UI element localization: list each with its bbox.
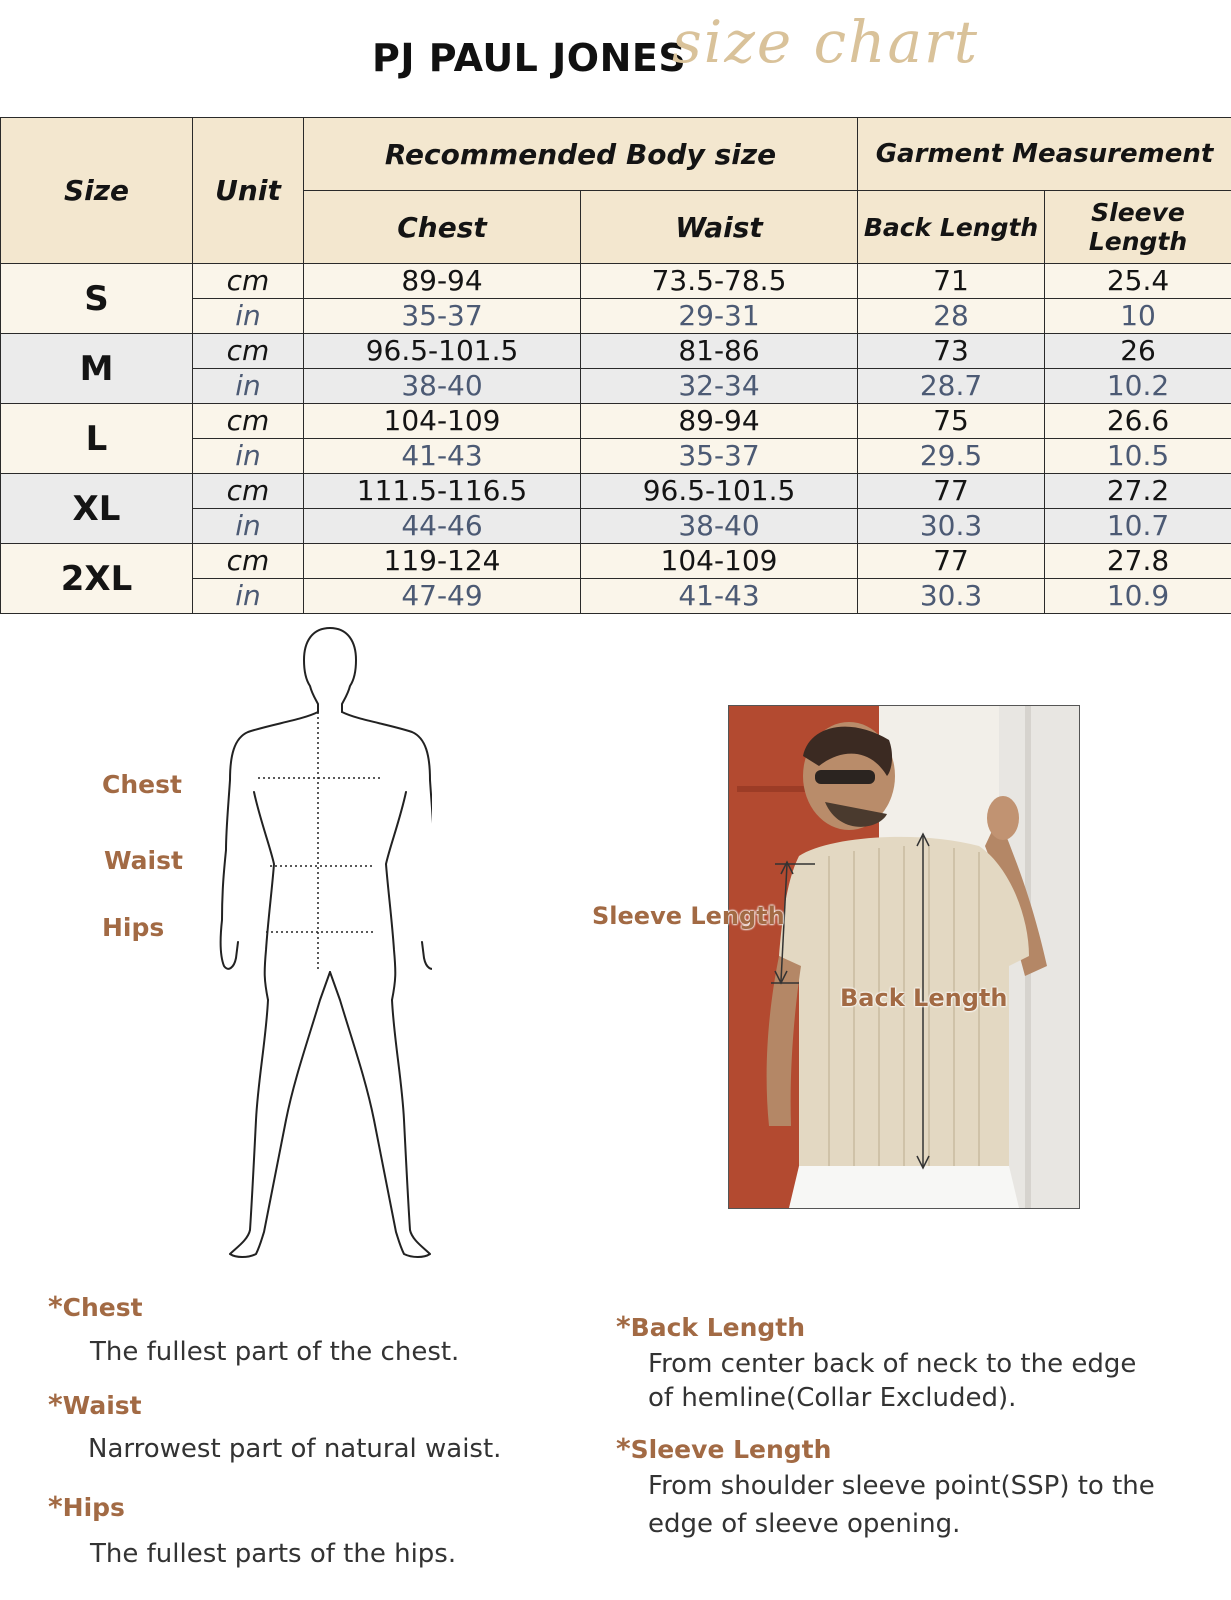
chest-cell: 104-109 [304, 404, 581, 439]
back-length-cell: 30.3 [858, 579, 1045, 614]
sleeve-length-cell: 26.6 [1045, 404, 1231, 439]
model-photo [728, 705, 1080, 1209]
unit-cell: cm [193, 264, 304, 299]
figure-label-hips: Hips [102, 913, 165, 942]
size-group-l [1, 404, 1231, 474]
back-length-cell: 77 [858, 474, 1045, 509]
waist-cell: 104-109 [581, 544, 858, 579]
size-label: S [1, 264, 193, 334]
back-length-cell: 75 [858, 404, 1045, 439]
chest-cell: 38-40 [304, 369, 581, 404]
waist-cell: 41-43 [581, 579, 858, 614]
header-unit: Unit [193, 118, 304, 264]
waist-cell: 29-31 [581, 299, 858, 334]
waist-cell: 35-37 [581, 439, 858, 474]
size-group-s [1, 264, 1231, 334]
header-back-length: Back Length [858, 191, 1045, 264]
back-length-cell: 73 [858, 334, 1045, 369]
table-row [1, 474, 1231, 509]
header [0, 0, 1231, 118]
chest-cell: 96.5-101.5 [304, 334, 581, 369]
asterisk-icon: * [616, 1432, 631, 1465]
size-label: XL [1, 474, 193, 544]
back-length-cell: 30.3 [858, 509, 1045, 544]
asterisk-icon: * [48, 1490, 63, 1523]
back-length-cell: 77 [858, 544, 1045, 579]
note-sleeve-length-line1: From shoulder sleeve point(SSP) to the [648, 1471, 1155, 1501]
figure-label-chest: Chest [102, 770, 182, 799]
back-length-cell: 29.5 [858, 439, 1045, 474]
asterisk-icon: * [48, 1290, 63, 1323]
waist-cell: 73.5-78.5 [581, 264, 858, 299]
sleeve-length-cell: 26 [1045, 334, 1231, 369]
sleeve-length-cell: 27.2 [1045, 474, 1231, 509]
note-chest-title-text: Chest [62, 1293, 143, 1322]
size-group-xl [1, 474, 1231, 544]
back-length-cell: 28 [858, 299, 1045, 334]
unit-cell: in [193, 579, 304, 614]
note-hips-title-text: Hips [62, 1493, 125, 1522]
unit-cell: cm [193, 474, 304, 509]
header-recommended-body-size: Recommended Body size [304, 118, 858, 191]
chest-cell: 119-124 [304, 544, 581, 579]
table-row [1, 404, 1231, 439]
waist-cell: 81-86 [581, 334, 858, 369]
asterisk-icon: * [616, 1310, 631, 1343]
sleeve-length-photo-label: Sleeve Length [592, 902, 785, 930]
note-waist-title [48, 1388, 142, 1421]
table-row [1, 334, 1231, 369]
chest-cell: 47-49 [304, 579, 581, 614]
unit-cell: in [193, 369, 304, 404]
waist-cell: 89-94 [581, 404, 858, 439]
unit-cell: cm [193, 404, 304, 439]
sleeve-length-cell: 27.8 [1045, 544, 1231, 579]
note-back-length-line2: of hemline(Collar Excluded). [648, 1383, 1017, 1413]
sleeve-length-cell: 25.4 [1045, 264, 1231, 299]
sleeve-length-cell: 10 [1045, 299, 1231, 334]
size-label: L [1, 404, 193, 474]
unit-cell: cm [193, 544, 304, 579]
size-table [0, 117, 1231, 614]
brand-title: PJ PAUL JONES [372, 36, 687, 80]
note-sleeve-length-title [616, 1432, 831, 1465]
table-row [1, 264, 1231, 299]
waist-cell: 32-34 [581, 369, 858, 404]
note-back-length-title-text: Back Length [630, 1313, 806, 1342]
header-garment-measurement: Garment Measurement [858, 118, 1231, 191]
back-length-photo-label: Back Length [840, 984, 1008, 1012]
chest-cell: 44-46 [304, 509, 581, 544]
chest-cell: 35-37 [304, 299, 581, 334]
header-sleeve-length: Sleeve Length [1045, 191, 1231, 264]
body-outline-figure [212, 620, 432, 1265]
unit-cell: in [193, 299, 304, 334]
figure-label-waist: Waist [104, 846, 183, 875]
sleeve-length-cell: 10.5 [1045, 439, 1231, 474]
note-chest-title [48, 1290, 143, 1323]
size-chart-script-title: size chart [672, 8, 980, 76]
asterisk-icon: * [48, 1388, 63, 1421]
waist-cell: 38-40 [581, 509, 858, 544]
waist-cell: 96.5-101.5 [581, 474, 858, 509]
header-waist: Waist [581, 191, 858, 264]
note-sleeve-length-title-text: Sleeve Length [630, 1435, 832, 1464]
note-waist-title-text: Waist [62, 1391, 142, 1420]
size-group-2xl [1, 544, 1231, 614]
note-back-length-title [616, 1310, 805, 1343]
unit-cell: in [193, 509, 304, 544]
note-back-length-line1: From center back of neck to the edge [648, 1349, 1137, 1379]
note-hips-text: The fullest parts of the hips. [90, 1539, 457, 1569]
back-length-cell: 71 [858, 264, 1045, 299]
sleeve-length-cell: 10.7 [1045, 509, 1231, 544]
header-chest: Chest [304, 191, 581, 264]
size-label: 2XL [1, 544, 193, 614]
sleeve-length-cell: 10.2 [1045, 369, 1231, 404]
sleeve-length-cell: 10.9 [1045, 579, 1231, 614]
unit-cell: cm [193, 334, 304, 369]
note-waist-text: Narrowest part of natural waist. [88, 1434, 502, 1464]
chest-cell: 41-43 [304, 439, 581, 474]
chest-cell: 89-94 [304, 264, 581, 299]
header-size: Size [1, 118, 193, 264]
size-group-m [1, 334, 1231, 404]
size-label: M [1, 334, 193, 404]
chest-cell: 111.5-116.5 [304, 474, 581, 509]
note-chest-text: The fullest part of the chest. [90, 1337, 460, 1367]
unit-cell: in [193, 439, 304, 474]
back-length-cell: 28.7 [858, 369, 1045, 404]
table-row [1, 544, 1231, 579]
note-sleeve-length-line2: edge of sleeve opening. [648, 1509, 961, 1539]
note-hips-title [48, 1490, 125, 1523]
